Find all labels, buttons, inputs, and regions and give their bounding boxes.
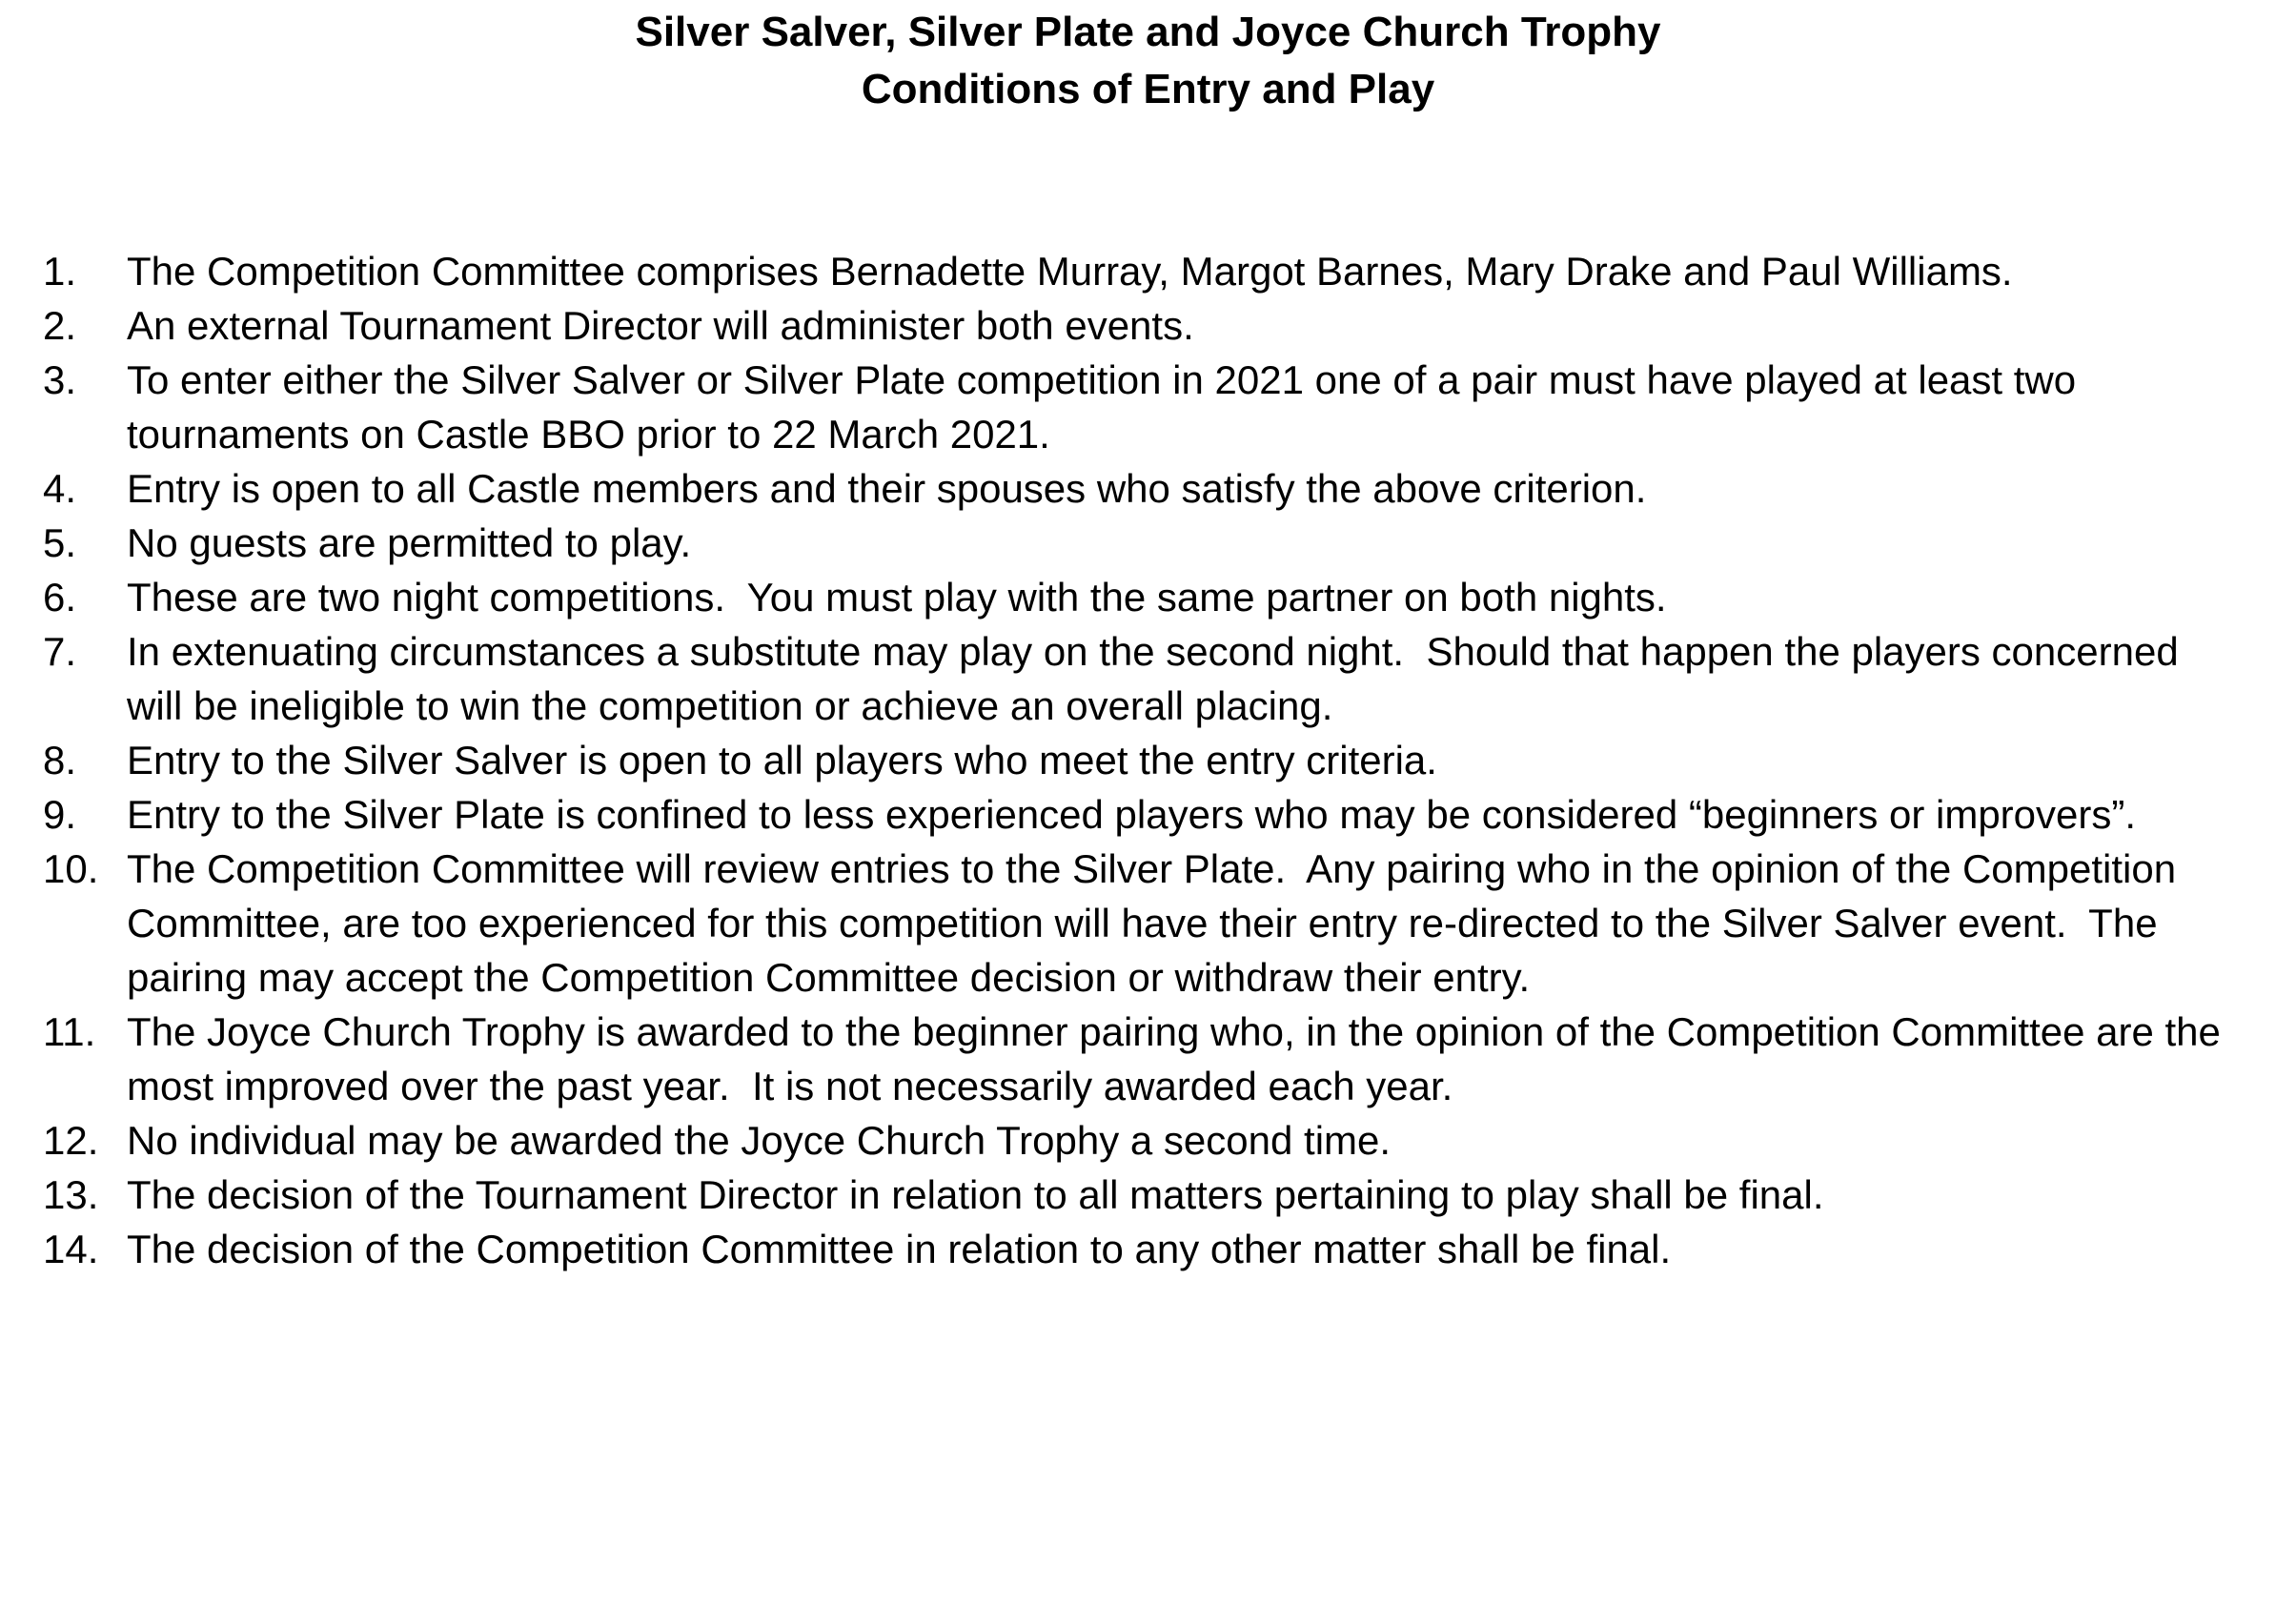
list-item-text: In extenuating circumstances a substitute may play on the second night. Should that happen the players concerned will be ineligible to win the competition or achieve an overall placing.: [127, 629, 2190, 728]
list-item-number: 14.: [43, 1227, 99, 1271]
list-item-number: 10.: [43, 846, 99, 891]
list-item-number: 7.: [43, 629, 77, 674]
list-item-text: No individual may be awarded the Joyce Church Trophy a second time.: [127, 1118, 1392, 1163]
list-item-number: 12.: [43, 1118, 99, 1163]
list-item: [0, 298, 2229, 353]
list-item-number: 2.: [43, 303, 77, 348]
list-item: [0, 733, 2229, 787]
title-line-1: Silver Salver, Silver Plate and Joyce Church Trophy: [635, 9, 1661, 55]
list-item-text: These are two night competitions. You must play with the same partner on both nights.: [127, 575, 1667, 620]
list-item-number: 6.: [43, 575, 77, 620]
list-item-text: No guests are permitted to play.: [127, 520, 692, 565]
list-item: [0, 1113, 2229, 1168]
list-item: [0, 570, 2229, 624]
list-item-text: The decision of the Competition Committee in relation to any other matter shall be final.: [127, 1227, 1672, 1271]
title-line-2: Conditions of Entry and Play: [861, 66, 1435, 112]
list-item: [0, 1222, 2229, 1276]
list-item: [0, 461, 2229, 516]
list-item-text: Entry is open to all Castle members and their spouses who satisfy the above criterion.: [127, 466, 1647, 511]
list-item-text: To enter either the Silver Salver or Silver Plate competition in 2021 one of a pair must have played at least two tournaments on Castle BBO prior to 22 March 2021.: [127, 357, 2087, 457]
list-item-text: The decision of the Tournament Director in relation to all matters pertaining to play shall be final.: [127, 1172, 1824, 1217]
list-item-number: 5.: [43, 520, 77, 565]
list-item-text: The Competition Committee comprises Bernadette Murray, Margot Barnes, Mary Drake and Paul Williams.: [127, 249, 2013, 294]
conditions-list: [0, 244, 2296, 1276]
list-item: [0, 244, 2229, 298]
list-item-number: 1.: [43, 249, 77, 294]
list-item-text: The Competition Committee will review entries to the Silver Plate. Any pairing who in the opinion of the Competition Committee, are too experienced for this competition will have their entry re-directed to the Silver Salver event. The pairing may accept the Competition Committee decision or withdraw their entry.: [127, 846, 2187, 1000]
list-item-number: 13.: [43, 1172, 99, 1217]
document-title: [0, 0, 2296, 118]
list-item-text: Entry to the Silver Plate is confined to less experienced players who may be considered “beginners or improvers”.: [127, 792, 2137, 837]
list-item-number: 8.: [43, 738, 77, 782]
list-item-text: The Joyce Church Trophy is awarded to the beginner pairing who, in the opinion of the Competition Committee are the most improved over the past year. It is not necessarily awarded each year.: [127, 1009, 2232, 1108]
list-item-number: 11.: [43, 1009, 96, 1054]
list-item: [0, 1168, 2229, 1222]
list-item-number: 4.: [43, 466, 77, 511]
list-item: [0, 842, 2229, 1005]
list-item-number: 3.: [43, 357, 77, 402]
list-item: [0, 787, 2229, 842]
list-item: [0, 1005, 2232, 1113]
list-item: [0, 516, 2229, 570]
list-item-number: 9.: [43, 792, 77, 837]
list-item-text: An external Tournament Director will administer both events.: [127, 303, 1194, 348]
list-item: [0, 624, 2229, 733]
list-item-text: Entry to the Silver Salver is open to all players who meet the entry criteria.: [127, 738, 1437, 782]
list-item: [0, 353, 2229, 461]
